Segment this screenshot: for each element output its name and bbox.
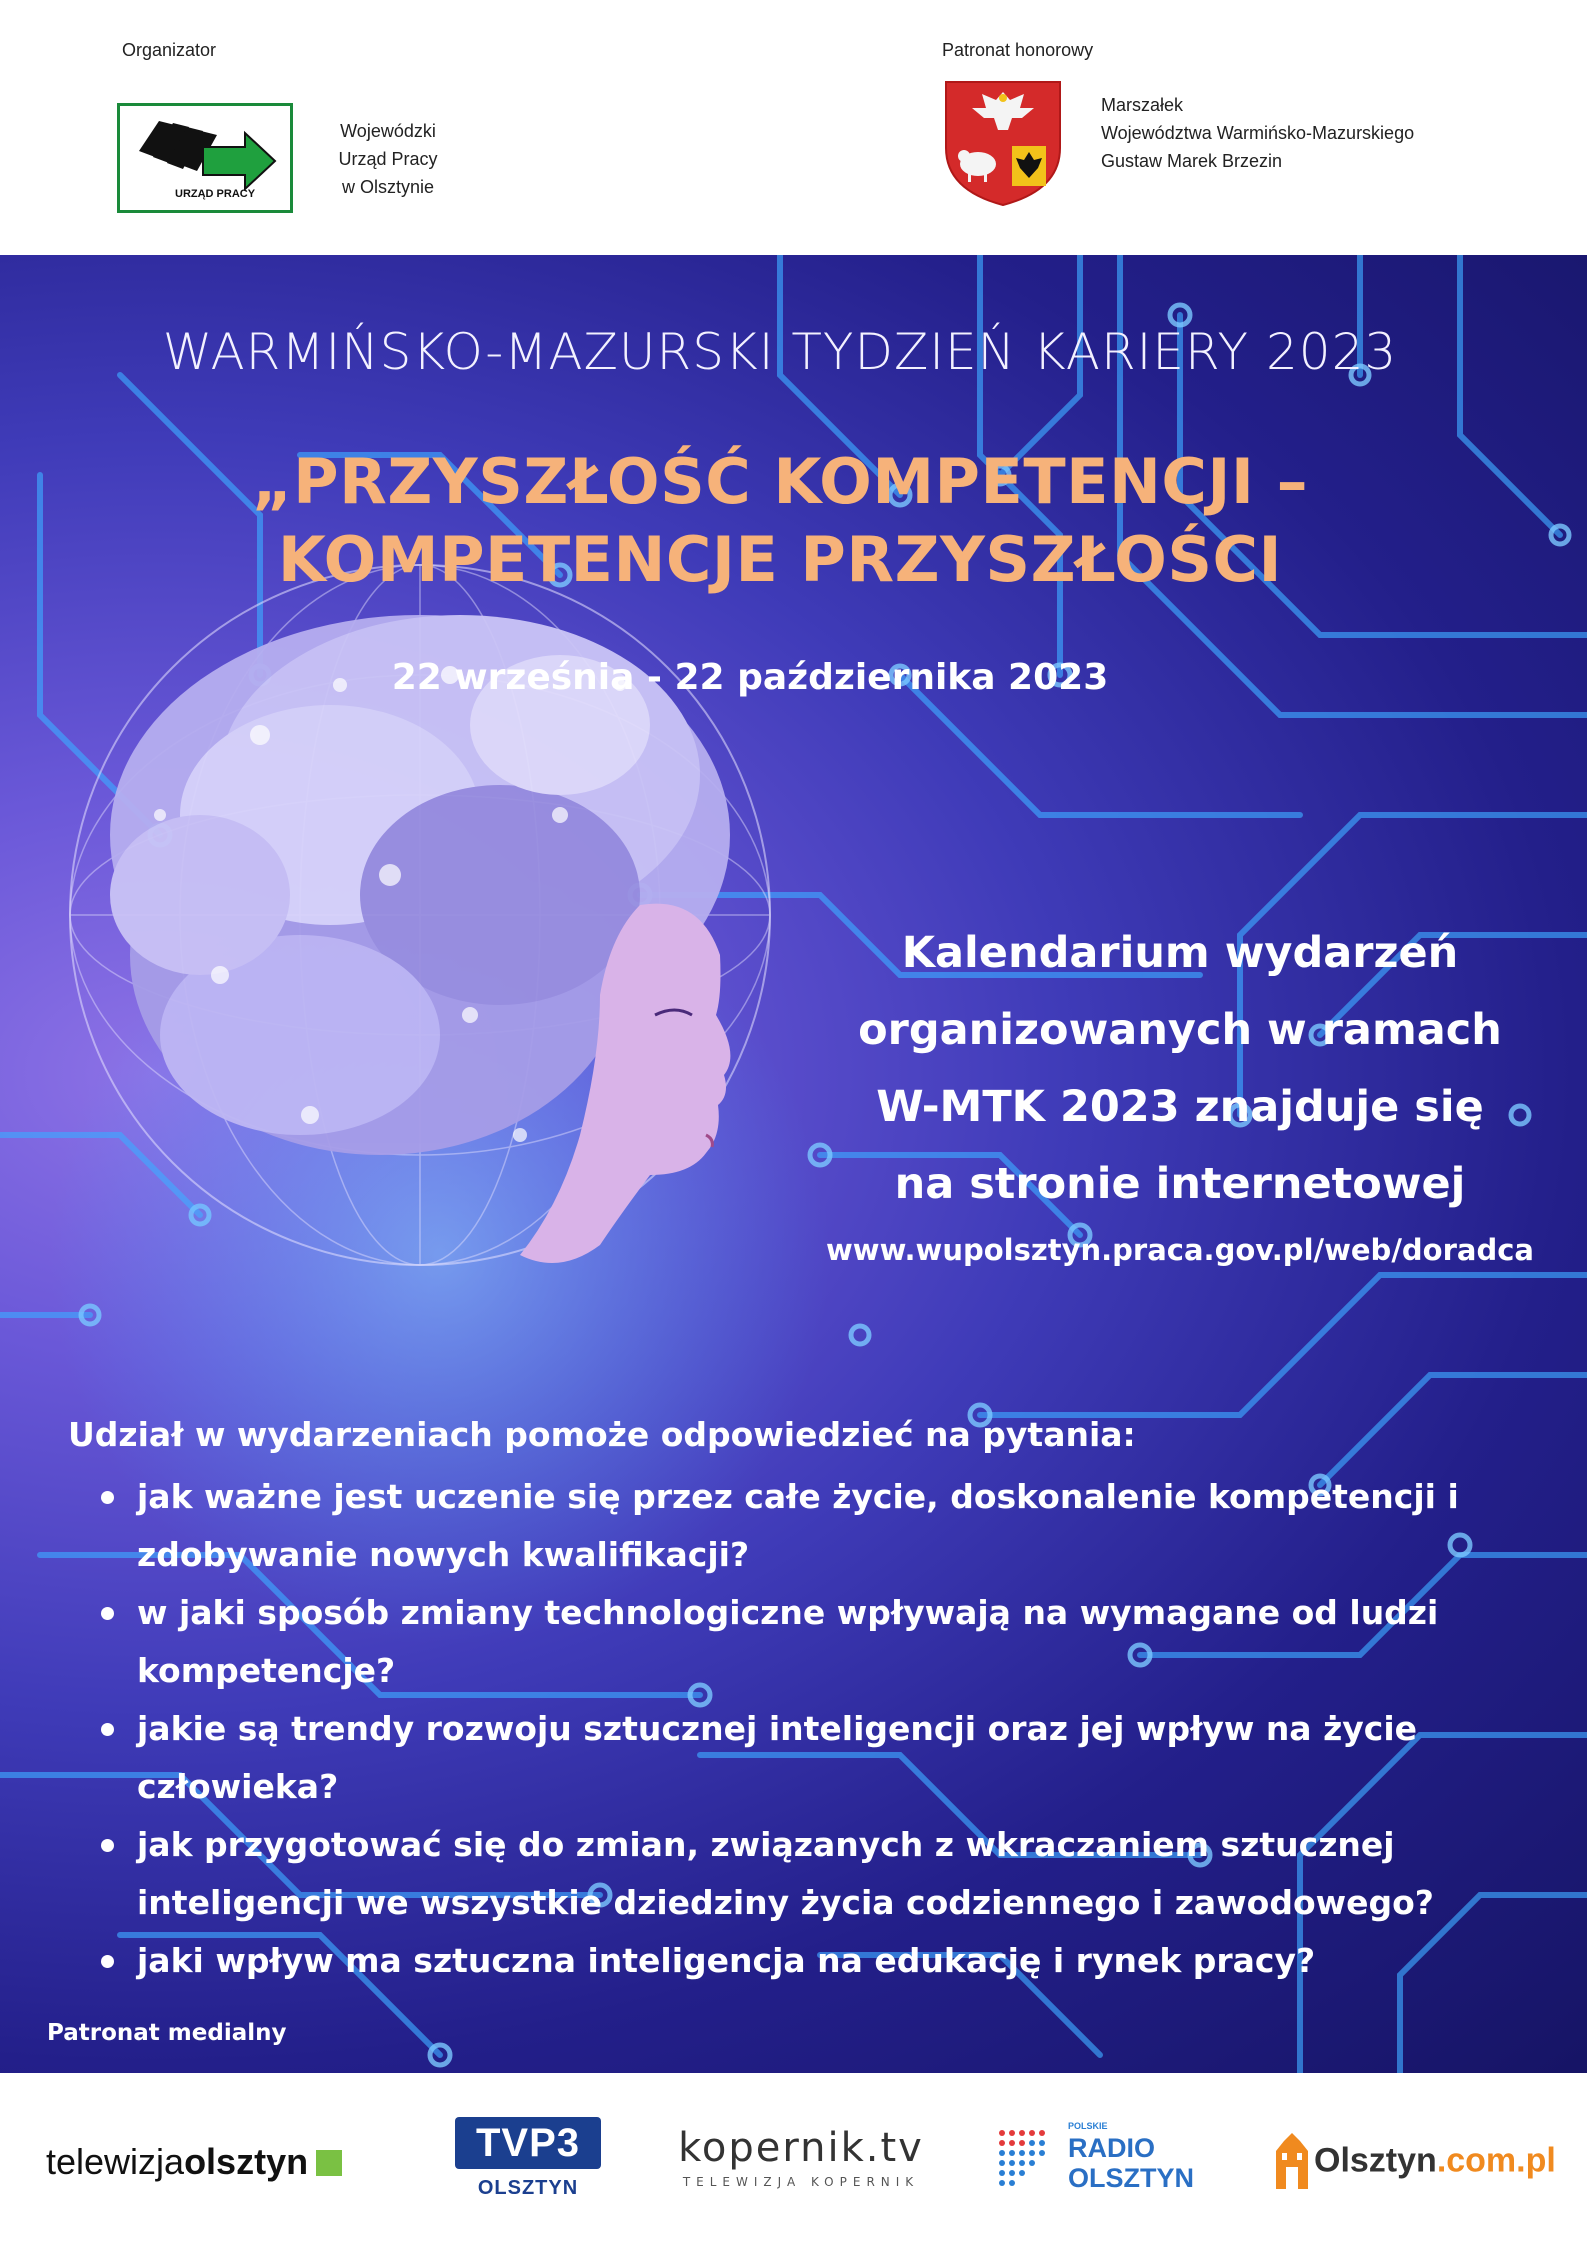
tvp3-logo — [455, 2117, 601, 2200]
website-link[interactable]: www.wupolsztyn.praca.gov.pl/web/doradca — [826, 1233, 1534, 1267]
calendar-line: na stronie internetowej — [894, 1159, 1466, 1209]
patron-name-line: Gustaw Marek Brzezin — [1101, 151, 1283, 171]
headline-line1: „PRZYSZŁOŚĆ KOMPETENCJI – — [251, 445, 1309, 518]
kopernik-sub: TELEWIZJA KOPERNIK — [682, 2175, 920, 2189]
headline-line2: KOMPETENCJE PRZYSZŁOŚCI — [277, 523, 1283, 596]
patron-label: Patronat honorowy — [942, 40, 1094, 60]
calendar-line: W-MTK 2023 znajduje się — [876, 1082, 1484, 1132]
logo-text: telewizja — [46, 2141, 185, 2182]
list-item: jakie są trendy rozwoju sztucznej inteligencji oraz jej wpływ na życie człowieka? — [95, 1700, 1535, 1816]
patron-name — [1101, 91, 1414, 175]
logo-text: olsztyn — [184, 2141, 309, 2182]
list-item: jak ważne jest uczenie się przez całe życie, doskonalenie kompetencji i zdobywanie nowych kwalifikacji? — [95, 1468, 1535, 1584]
calendar-line: Kalendarium wydarzeń — [901, 928, 1459, 978]
kopernik-main: kopernik.tv — [678, 2125, 924, 2171]
radio-line1: RADIO — [1068, 2133, 1155, 2163]
organizer-label: Organizator — [122, 40, 217, 60]
telewizja-olsztyn-logo — [46, 2141, 342, 2183]
tvp3-badge: TVP3 — [455, 2117, 601, 2169]
logo-text: .com.pl — [1436, 2141, 1556, 2180]
media-logos — [0, 2073, 1587, 2245]
list-item: jaki wpływ ma sztuczna inteligencja na edukację i rynek pracy? — [95, 1932, 1535, 1990]
event-title: WARMIŃSKO-MAZURSKI TYDZIEŃ KARIERY 2023 — [162, 323, 1398, 381]
event-dates: 22 września - 22 października 2023 — [391, 657, 1109, 698]
radio-top: POLSKIE — [1068, 2121, 1108, 2131]
tower-icon — [1270, 2133, 1314, 2189]
kopernik-tv-logo — [676, 2125, 926, 2189]
radio-line2: OLSZTYN — [1068, 2163, 1194, 2193]
organizer-name — [318, 117, 458, 201]
olsztyn-com-pl-logo — [1270, 2133, 1556, 2189]
questions-intro: Udział w wydarzeniach pomoże odpowiedzieć na pytania: — [68, 1415, 1136, 1454]
calendar-info — [810, 915, 1550, 1223]
tvp3-city: OLSZTYN — [477, 2177, 579, 2199]
list-item: jak przygotować się do zmian, związanych z wkraczaniem sztucznej inteligencji we wszystkie dziedziny życia codziennego i zawodowego? — [95, 1816, 1535, 1932]
main-banner — [0, 255, 1587, 2073]
green-square-icon — [316, 2150, 342, 2176]
header — [0, 0, 1587, 255]
questions-list — [95, 1468, 1535, 1990]
radio-olsztyn-logo — [996, 2121, 1216, 2197]
radio-dots-icon — [996, 2127, 1056, 2187]
organizer-logo — [117, 103, 293, 213]
patron-name-line: Województwa Warmińsko-Mazurskiego — [1101, 123, 1415, 143]
patron-name-line: Marszałek — [1101, 95, 1184, 115]
organizer-name-line: Urząd Pracy — [338, 149, 438, 169]
organizer-name-line: Wojewódzki — [340, 121, 436, 141]
list-item: w jaki sposób zmiany technologiczne wpływają na wymagane od ludzi kompetencje? — [95, 1584, 1535, 1700]
coat-of-arms-icon — [942, 78, 1064, 208]
logo-text: Olsztyn — [1314, 2141, 1437, 2180]
organizer-logo-text: URZĄD PRACY — [175, 188, 256, 200]
calendar-line: organizowanych w ramach — [858, 1005, 1502, 1055]
organizer-name-line: w Olsztynie — [341, 177, 435, 197]
media-patronage-label: Patronat medialny — [47, 2020, 287, 2046]
